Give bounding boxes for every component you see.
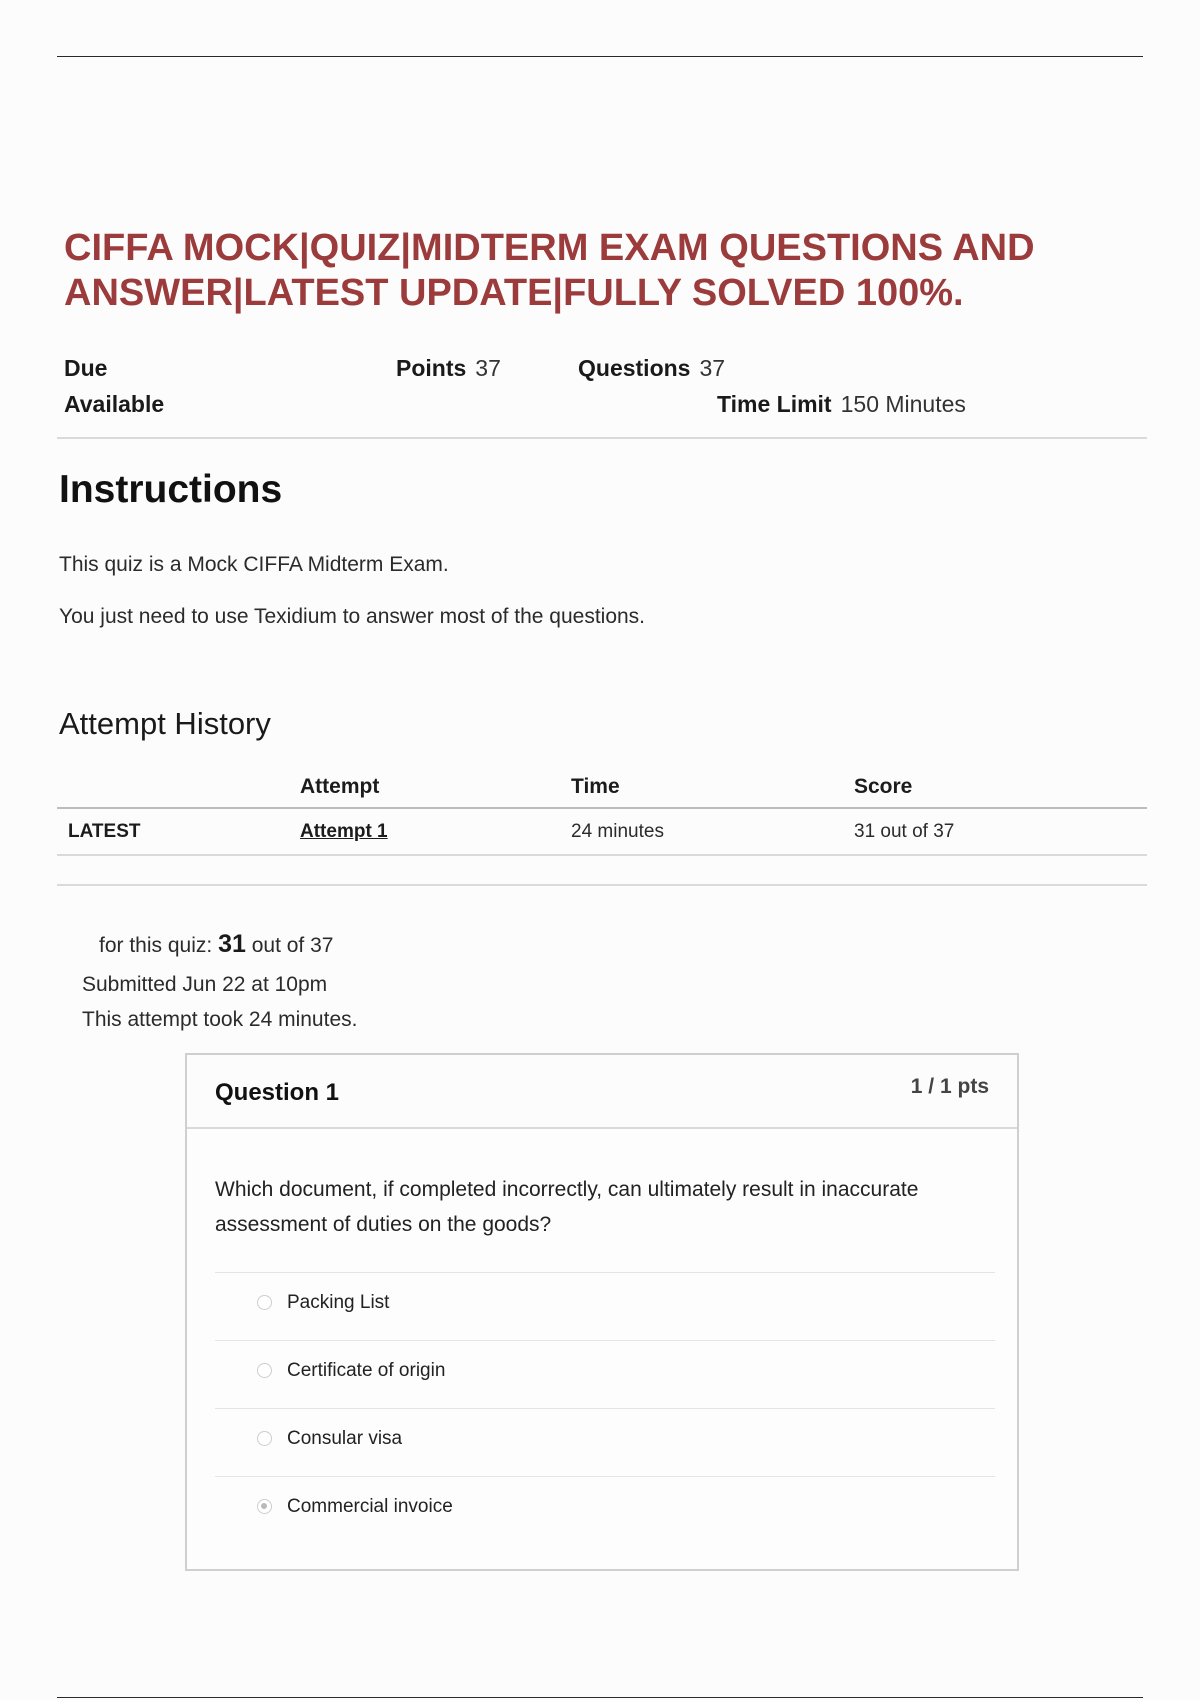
bottom-rule [57,1697,1143,1698]
score-suffix: out of 37 [251,934,334,957]
submitted-text: Submitted Jun 22 at 10pm [82,973,328,996]
points-label: Points [396,355,467,381]
answer-option[interactable] [215,1272,995,1341]
radio-button-selected[interactable] [257,1499,272,1514]
questions-label: Questions [578,355,691,381]
time-limit-meta [717,391,966,418]
instructions-line-1: This quiz is a Mock CIFFA Midterm Exam. [59,553,449,576]
available-label: Available [64,391,165,417]
attempt-time: 24 minutes [571,821,664,842]
score-prefix: for this quiz: [99,934,213,957]
answer-option[interactable] [215,1408,995,1477]
quiz-score [99,930,333,959]
score-value: 31 [218,930,246,958]
points-value: 37 [475,355,501,381]
time-limit-label: Time Limit [717,391,832,417]
header-divider [57,437,1147,439]
col-header-attempt: Attempt [300,775,380,798]
question-header [187,1055,1017,1129]
col-header-score: Score [854,775,913,798]
radio-button[interactable] [257,1295,272,1310]
instructions-heading: Instructions [59,468,283,511]
question-points: 1 / 1 pts [910,1075,989,1098]
instructions-line-2: You just need to use Texidium to answer most of the questions. [59,605,646,628]
time-limit-value: 150 Minutes [840,391,966,417]
table-row-divider [57,854,1147,856]
attempt-1-link[interactable]: Attempt 1 [300,821,388,842]
attempt-history-heading: Attempt History [59,706,271,741]
question-card [185,1053,1019,1571]
answer-option-label: Certificate of origin [287,1360,446,1381]
answer-option-label: Packing List [287,1292,390,1313]
radio-button[interactable] [257,1431,272,1446]
radio-button[interactable] [257,1363,272,1378]
table-header-divider [57,807,1147,809]
attempt-score: 31 out of 37 [854,821,955,842]
questions-meta [578,355,725,382]
page-title: CIFFA MOCK|QUIZ|MIDTERM EXAM QUESTIONS AND ANSWER|LATEST UPDATE|FULLY SOLVED 100%. [64,227,1035,314]
col-header-time: Time [571,775,620,798]
question-title: Question 1 [215,1079,340,1106]
answer-option-label: Commercial invoice [287,1496,453,1517]
answer-option[interactable] [215,1476,995,1545]
top-rule [57,56,1143,57]
answer-option-label: Consular visa [287,1428,403,1449]
answer-option[interactable] [215,1340,995,1409]
duration-text: This attempt took 24 minutes. [82,1008,358,1031]
questions-value: 37 [699,355,726,381]
points-meta [396,355,501,382]
due-label: Due [64,355,108,381]
latest-badge: LATEST [68,821,141,842]
question-text: Which document, if completed incorrectly, can ultimately result in inaccurate assessment of duties on the goods? [215,1178,919,1236]
section-divider [57,884,1147,886]
